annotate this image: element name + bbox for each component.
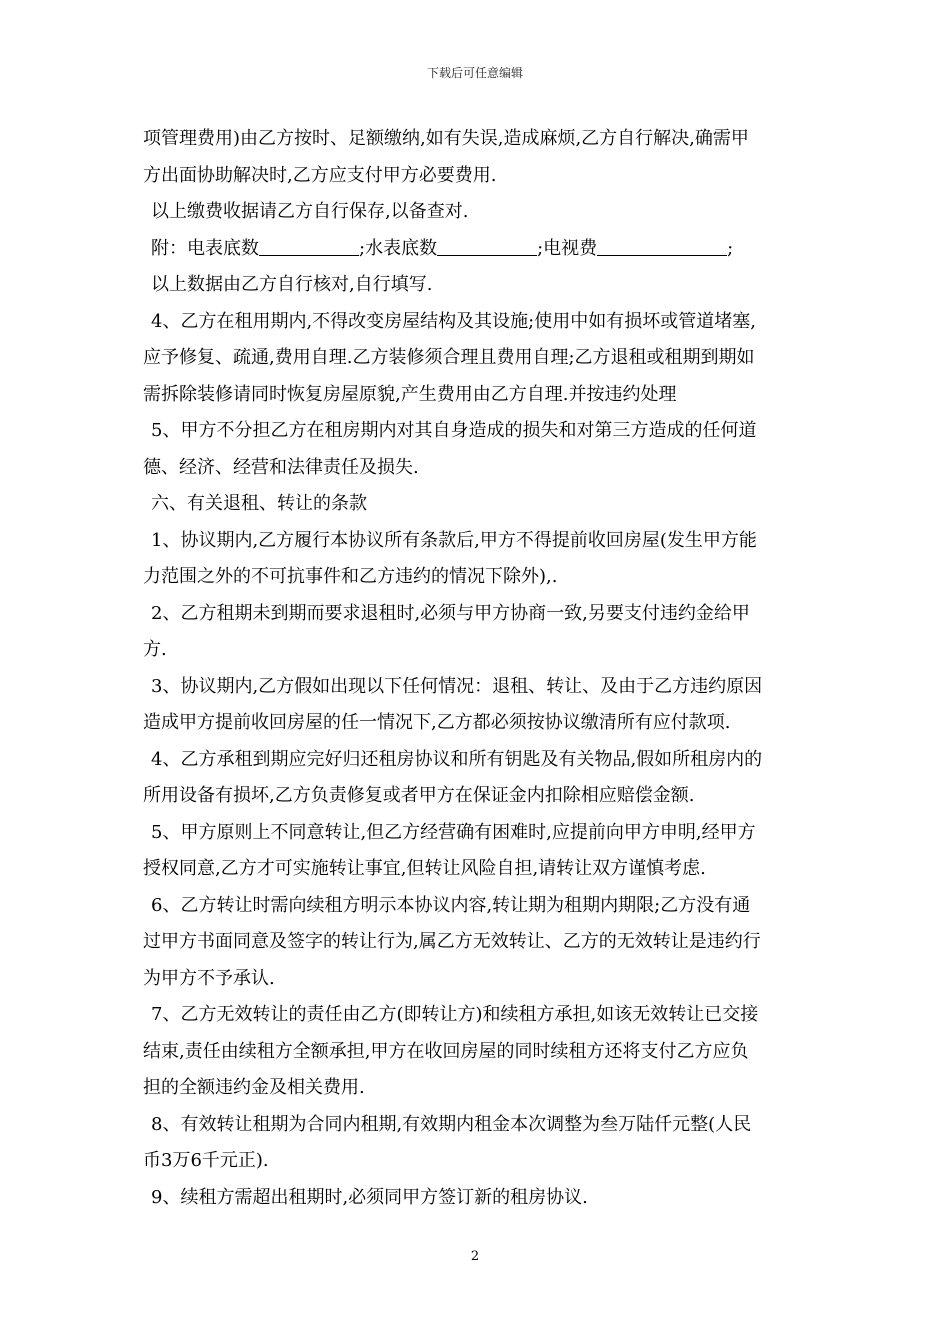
meter-end: ;	[727, 237, 734, 259]
text-line: 担的全额违约金及相关费用.	[143, 1077, 365, 1098]
text-line: 需拆除装修请同时恢复房屋原貌,产生费用由乙方自理.并按违约处理	[143, 383, 677, 405]
text-line: 6、乙方转让时需向续租方明示本协议内容,转让期为租期内期限;乙方没有通	[151, 894, 751, 916]
text-line: 德、经济、经营和法律责任及损失.	[143, 456, 419, 478]
text-line: 5、甲方不分担乙方在租房期内对其自身造成的损失和对第三方造成的任何道	[151, 420, 757, 441]
text-line: 9、续租方需超出租期时,必须同甲方签订新的租房协议.	[151, 1186, 588, 1208]
text-line: 方出面协助解决时,乙方应支付甲方必要费用.	[143, 164, 497, 186]
text-line: 方.	[143, 639, 167, 660]
water-meter-blank	[437, 237, 537, 256]
meter-label-tv: ;电视费	[537, 237, 598, 259]
document-body	[143, 121, 813, 1216]
section-heading: 六、有关退租、转让的条款	[151, 493, 367, 514]
meter-readings-line	[143, 231, 813, 268]
page-header: 下载后可任意编辑	[426, 66, 523, 80]
text-line: 力范围之外的不可抗事件和乙方违约的情况下除外),.	[143, 566, 558, 587]
tv-fee-blank	[597, 237, 727, 256]
text-line: 4、乙方在租用期内,不得改变房屋结构及其设施;使用中如有损坏或管道堵塞,	[151, 310, 756, 332]
text-line: 结束,责任由续租方全额承担,甲方在收回房屋的同时续租方还将支付乙方应负	[143, 1040, 749, 1062]
text-line: 4、乙方承租到期应完好归还租房协议和所有钥匙及有关物品,假如所租房内的	[151, 748, 763, 770]
text-line: 所用设备有损坏,乙方负责修复或者甲方在保证金内扣除相应赔偿金额.	[143, 785, 695, 806]
text-line: 1、协议期内,乙方履行本协议所有条款后,甲方不得提前收回房屋(发生甲方能	[151, 529, 757, 551]
text-line: 5、甲方原则上不同意转让,但乙方经营确有困难时,应提前向甲方申明,经甲方	[151, 821, 756, 843]
text-line: 授权同意,乙方才可实施转让事宜,但转让风险自担,请转让双方谨慎考虑.	[143, 858, 706, 879]
text-line: 过甲方书面同意及签字的转让行为,属乙方无效转让、乙方的无效转让是违约行	[143, 931, 761, 952]
text-line: 以上缴费收据请乙方自行保存,以备查对.	[151, 201, 469, 222]
page-number: 2	[470, 1249, 480, 1264]
text-line: 项管理费用)由乙方按时、足额缴纳,如有失误,造成麻烦,乙方自行解决,确需甲	[143, 128, 749, 149]
electric-meter-blank	[259, 237, 359, 256]
text-line: 8、有效转让租期为合同内租期,有效期内租金本次调整为叁万陆仟元整(人民	[151, 1113, 752, 1135]
text-line: 以上数据由乙方自行核对,自行填写.	[151, 274, 433, 295]
text-line: 2、乙方租期未到期而要求退租时,必须与甲方协商一致,另要支付违约金给甲	[151, 602, 750, 624]
text-line: 币3万6千元正).	[143, 1150, 269, 1171]
meter-label-water: ;水表底数	[359, 237, 438, 259]
text-line: 为甲方不予承认.	[143, 967, 275, 989]
text-line: 3、协议期内,乙方假如出现以下任何情况：退租、转让、及由于乙方违约原因	[151, 675, 763, 697]
text-line: 应予修复、疏通,费用自理.乙方装修须合理且费用自理;乙方退租或租期到期如	[143, 347, 755, 368]
meter-label-electric: 附：电表底数	[151, 237, 259, 259]
text-line: 7、乙方无效转让的责任由乙方(即转让方)和续租方承担,如该无效转让已交接	[151, 1004, 759, 1025]
text-line: 造成甲方提前收回房屋的任一情况下,乙方都必须按协议缴清所有应付款项.	[143, 712, 731, 733]
